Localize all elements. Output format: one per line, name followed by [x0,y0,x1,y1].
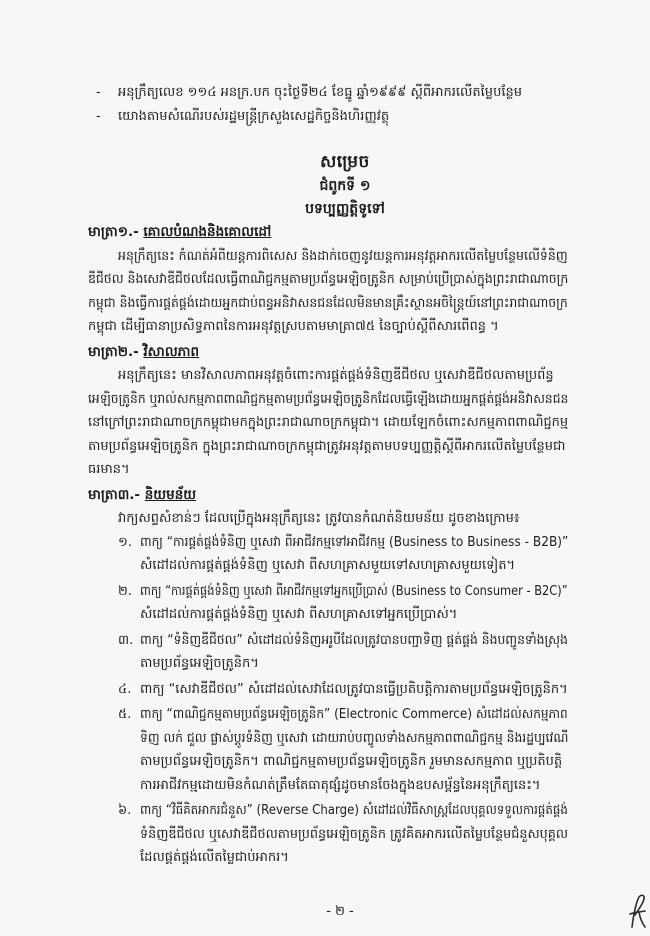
definition-item [88,580,568,604]
line-text: ពាក្យ “ពាណិជ្ជកម្មតាមប្រព័ន្ធអេឡិចត្រូនិក” (Electronic Commerce) សំដៅដល់សកម្មភាព [140,707,568,722]
line-text: ទិញ លក់ ជួល ផ្លាស់ប្តូរទំនិញ ឬសេវា ដោយរាប់បញ្ចូលទាំងសកម្មភាពពាណិជ្ជកម្ម និងរដ្ឋប្បវេណី [140,730,568,746]
paragraph-line [88,268,568,292]
preamble-text: យោងតាមសំណើរបស់រដ្ឋមន្ត្រីក្រសួងសេដ្ឋកិច្ចនិងហិរញ្ញវត្ថុ [118,108,390,124]
definition-line [88,727,568,751]
line-text: ការអាជីវកម្មដោយមិនកំណត់ត្រឹមតែធាតុផ្សំដូចមានចែងក្នុងឧបសម្ព័ន្ធនៃអនុក្រឹត្យនេះ។ [140,777,541,793]
article-title: និយមន័យ [144,486,197,503]
definition-line [88,823,568,847]
preamble-line [96,81,562,105]
paragraph-line [88,245,568,269]
paragraph-line [88,292,568,316]
line-text: តាមប្រព័ន្ធអេឡិចត្រូនិក។ [140,656,259,671]
definition-number: ៤. [118,681,132,697]
definition-number: ១. [118,534,132,550]
line-text: កម្ពុជា និងធ្វើការផ្គត់ផ្គង់ដោយអ្នកជាប់ពន្ធអនិវាសនជនដែលមិនមានគ្រឹះស្ថានអចិន្ត្រៃយ៍នៅព្រះរាជាណាចក្រ [88,295,568,311]
chapter-heading [120,175,570,199]
page-number: - ២ - [326,904,354,919]
definition-item [88,799,568,823]
definition-line [88,846,568,870]
line-text: សំដៅដល់ការផ្គត់ផ្គង់ទំនិញ ឬសេវា ពីសហគ្រាសទៅអ្នកប្រើប្រាស់។ [140,607,458,622]
title-block [120,151,570,222]
article-heading-text [88,221,271,245]
line-text: ទំនិញឌីជីថល ឬសេវាឌីជីថលតាមប្រព័ន្ធអេឡិចត្រូនិក ត្រូវគិតអាករលើតម្លៃបន្ថែមជំនួសបុគ្គល [140,826,568,842]
line-text: ពាក្យ “ការផ្គត់ផ្គង់ទំនិញ ឬសេវា ពីអាជីវកម្មទៅអ្នកប្រើប្រាស់ (Business to Consumer - B2C)” [140,583,568,599]
line-text: ពាក្យ “ការផ្គត់ផ្គង់ទំនិញ ឬសេវា ពីអាជីវកម្មទៅអាជីវកម្ម (Business to Business - B2B)” [140,534,568,550]
line-text: តាមប្រព័ន្ធអេឡិចត្រូនិក ក្នុងព្រះរាជាណាចក្រកម្ពុជាត្រូវអនុវត្តតាមបទប្បញ្ញត្តិស្តីពីអាករលើតម្លៃបន្ថែមជា [88,438,566,454]
paragraph-line [88,458,568,482]
article-label: មាត្រា៣.- [88,486,140,503]
paragraph-line [88,435,568,459]
chapter-title: បទប្បញ្ញត្តិទូទៅ [305,201,385,217]
document-body [88,221,568,870]
decision-title: សម្រេច [320,152,370,172]
article-label: មាត្រា១.- [88,224,139,240]
definition-line [88,652,568,676]
decision-heading [120,151,570,175]
line-text: កម្ពុជា ដើម្បីធានាប្រសិទ្ធភាពនៃការអនុវត្តស្របតាមមាត្រា៧៥ នៃច្បាប់ស្តីពីសារពើពន្ធ ។ [88,319,499,334]
preamble [96,81,562,128]
paragraph-line [88,315,568,339]
article-heading-text [88,484,196,508]
line-text: តាមប្រព័ន្ធអេឡិចត្រូនិក។ ពាណិជ្ជកម្មតាមប្រព័ន្ធអេឡិចត្រូនិក រួមមានសកម្មភាព ឬប្រតិបត្តិ [140,754,563,769]
article-2-heading [88,341,568,365]
definition-item [88,678,568,702]
article-heading-text [88,341,199,365]
definition-item [88,531,568,555]
chapter-title-row [120,198,570,222]
article-title: វិសាលភាព [143,343,200,360]
chapter-number: ជំពូកទី ១ [319,177,371,194]
definitions-intro [88,507,568,531]
article-3-heading [88,484,568,508]
line-text: នៅក្រៅព្រះរាជាណាចក្រកម្ពុជាមកក្នុងព្រះរាជាណាចក្រកម្ពុជា។ ដោយឡែកចំពោះសកម្មភាពពាណិជ្ជកម្ម [88,415,568,430]
line-text: ពាក្យ “សេវាឌីជីថល” សំដៅដល់សេវាដែលត្រូវបានធ្វើប្រតិបត្តិការតាមប្រព័ន្ធអេឡិចត្រូនិក។ [140,681,568,697]
article-1-heading [88,221,568,245]
paragraph-line [88,411,568,435]
line-text: អេឡិចត្រូនិក ឬរាល់សកម្មភាពពាណិជ្ជកម្មតាមប្រព័ន្ធអេឡិចត្រូនិកដែលធ្វើឡើងដោយអ្នកផ្គត់ផ្គង់អនិវាសនជន [88,391,568,407]
line-text: ពាក្យ “វិធីគិតអាករជំនួស” (Reverse Charge) សំដៅដល់វិធីសាស្ត្រដែលបុគ្គលទទួលការផ្គត់ផ្គង់ [140,803,568,818]
line-text: អនុក្រឹត្យនេះ មានវិសាលភាពអនុវត្តចំពោះការផ្គត់ផ្គង់ទំនិញឌីជីថល ឬសេវាឌីជីថលតាមប្រព័ន្ធ [118,368,554,383]
definition-line [88,750,568,774]
definition-line [88,554,568,578]
definition-number: ៣. [118,632,134,648]
paragraph-line [88,388,568,412]
definition-line [88,603,568,627]
line-text: ឌីជីថល និងសេវាឌីជីថលដែលធ្វើពាណិជ្ជកម្មតាមប្រព័ន្ធអេឡិចត្រូនិក សម្រាប់ប្រើប្រាស់ក្នុងព្រះរាជាណាចក្រ [88,272,568,287]
initial-signature-icon [627,893,647,929]
definition-number: ២. [118,583,132,599]
definition-item [88,703,568,727]
bullet-dash: - [96,108,101,124]
line-text: ដែលផ្គត់ផ្គង់លើតម្លៃជាប់អាករ។ [140,850,289,865]
definition-number: ៦. [118,803,132,818]
line-text: ពាក្យ “ទំនិញឌីជីថល” សំដៅដល់ទំនិញអរូបីដែលត្រូវបានបញ្ជាទិញ ផ្គត់ផ្គង់ និងបញ្ជូនទាំងស្រុង [140,632,568,648]
definition-item [88,629,568,653]
line-text: វាក្យសព្ទសំខាន់ៗ ដែលប្រើក្នុងអនុក្រឹត្យនេះ ត្រូវបានកំណត់និយមន័យ ដូចខាងក្រោម៖ [118,511,520,526]
preamble-text: អនុក្រឹត្យលេខ ១១៤ អនក្រ.បក ចុះថ្ងៃទី២៤ ខែធ្នូ ឆ្នាំ១៩៩៩ ស្តីពីអាករលើតម្លៃបន្ថែម [118,85,522,100]
preamble-line [96,105,562,129]
article-title: គោលបំណងនិងគោលដៅ [143,224,272,240]
line-text: ធរមាន។ [88,462,130,477]
article-label: មាត្រា២.- [88,343,139,360]
paragraph-line [88,364,568,388]
bullet-dash: - [96,85,101,100]
definition-number: ៥. [118,707,132,722]
line-text: សំដៅដល់ការផ្គត់ផ្គង់ទំនិញ ឬសេវា ពីសហគ្រាសមួយទៅសហគ្រាសមួយទៀត។ [140,558,516,573]
line-text: អនុក្រឹត្យនេះ កំណត់អំពីយន្តការពិសេស និងដាក់ចេញនូវយន្តការអនុវត្តអាករលើតម្លៃបន្ថែមលើទំនិញ [118,248,568,264]
definition-line [88,774,568,798]
